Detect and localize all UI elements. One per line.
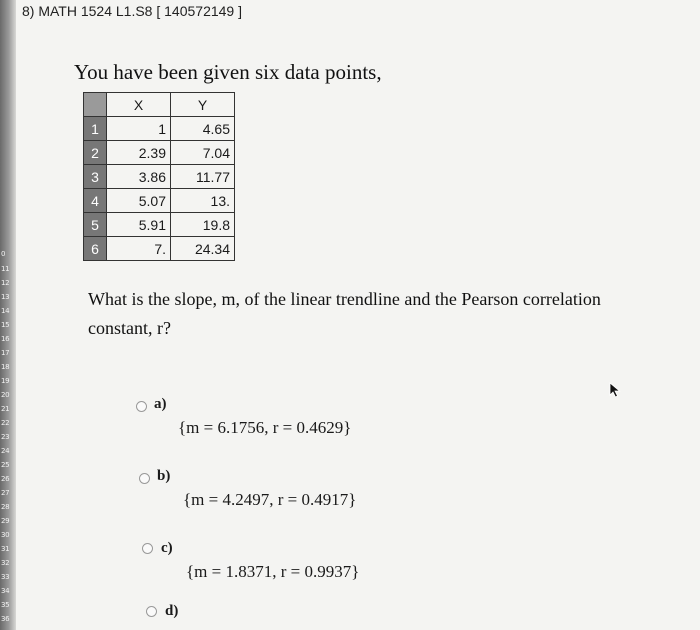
gutter-number: 28 — [1, 503, 10, 511]
gutter-number: 22 — [1, 419, 10, 427]
cell-x: 5.91 — [107, 213, 171, 237]
option-a-radio[interactable] — [136, 401, 147, 412]
left-gutter — [0, 0, 16, 630]
table-row — [84, 165, 235, 189]
gutter-number: 30 — [1, 531, 10, 539]
gutter-number: 18 — [1, 363, 10, 371]
cell-y: 11.77 — [171, 165, 235, 189]
gutter-number: 23 — [1, 433, 10, 441]
cell-y: 24.34 — [171, 237, 235, 261]
table-row — [84, 189, 235, 213]
question-text: What is the slope, m, of the linear trendline and the Pearson correlation constant, r? — [88, 289, 601, 338]
table-row — [84, 213, 235, 237]
data-table — [83, 92, 235, 261]
gutter-number: 26 — [1, 475, 10, 483]
option-c-label[interactable]: c) — [161, 540, 173, 556]
gutter-number: 11 — [1, 265, 10, 273]
option-c-value[interactable]: {m = 1.8371, r = 0.9937} — [186, 562, 360, 581]
cell-x: 5.07 — [107, 189, 171, 213]
gutter-number: 31 — [1, 545, 10, 553]
table-row — [84, 141, 235, 165]
cell-x: 7. — [107, 237, 171, 261]
row-index: 5 — [84, 213, 107, 237]
cell-x: 3.86 — [107, 165, 171, 189]
cell-x: 2.39 — [107, 141, 171, 165]
gutter-number: 16 — [1, 335, 10, 343]
intro-text: You have been given six data points, — [74, 60, 382, 84]
gutter-number: 21 — [1, 405, 10, 413]
cell-y: 13. — [171, 189, 235, 213]
gutter-number: 12 — [1, 279, 10, 287]
option-a-value[interactable]: {m = 6.1756, r = 0.4629} — [178, 418, 352, 437]
column-header-x: X — [107, 93, 171, 117]
gutter-number: 15 — [1, 321, 10, 329]
gutter-number: 27 — [1, 489, 10, 497]
gutter-number: 19 — [1, 377, 10, 385]
option-b-radio[interactable] — [139, 473, 150, 484]
option-b-value[interactable]: {m = 4.2497, r = 0.4917} — [183, 490, 357, 509]
gutter-number: 32 — [1, 559, 10, 567]
mouse-cursor-icon — [609, 382, 621, 398]
option-a-label[interactable]: a) — [154, 396, 167, 412]
table-header-row — [84, 93, 235, 117]
option-c-radio[interactable] — [142, 543, 153, 554]
option-d-label[interactable]: d) — [165, 603, 179, 619]
gutter-number: 33 — [1, 573, 10, 581]
gutter-number: 36 — [1, 615, 10, 623]
table-row — [84, 117, 235, 141]
row-index: 6 — [84, 237, 107, 261]
row-index: 4 — [84, 189, 107, 213]
cell-y: 7.04 — [171, 141, 235, 165]
table-corner — [84, 93, 107, 117]
row-index: 3 — [84, 165, 107, 189]
table-row — [84, 237, 235, 261]
row-index: 2 — [84, 141, 107, 165]
cell-y: 4.65 — [171, 117, 235, 141]
gutter-number: 14 — [1, 307, 10, 315]
gutter-number: 17 — [1, 349, 10, 357]
cell-y: 19.8 — [171, 213, 235, 237]
gutter-number: 35 — [1, 601, 10, 609]
row-index: 1 — [84, 117, 107, 141]
gutter-number: 34 — [1, 587, 10, 595]
gutter-number: 25 — [1, 461, 10, 469]
gutter-number: 0 — [1, 250, 6, 258]
question-header: 8) MATH 1524 L1.S8 [ 140572149 ] — [22, 3, 242, 19]
column-header-y: Y — [171, 93, 235, 117]
gutter-number: 20 — [1, 391, 10, 399]
gutter-number: 29 — [1, 517, 10, 525]
option-d-radio[interactable] — [146, 606, 157, 617]
gutter-number: 13 — [1, 293, 10, 301]
option-b-label[interactable]: b) — [157, 468, 171, 484]
cell-x: 1 — [107, 117, 171, 141]
gutter-number: 24 — [1, 447, 10, 455]
